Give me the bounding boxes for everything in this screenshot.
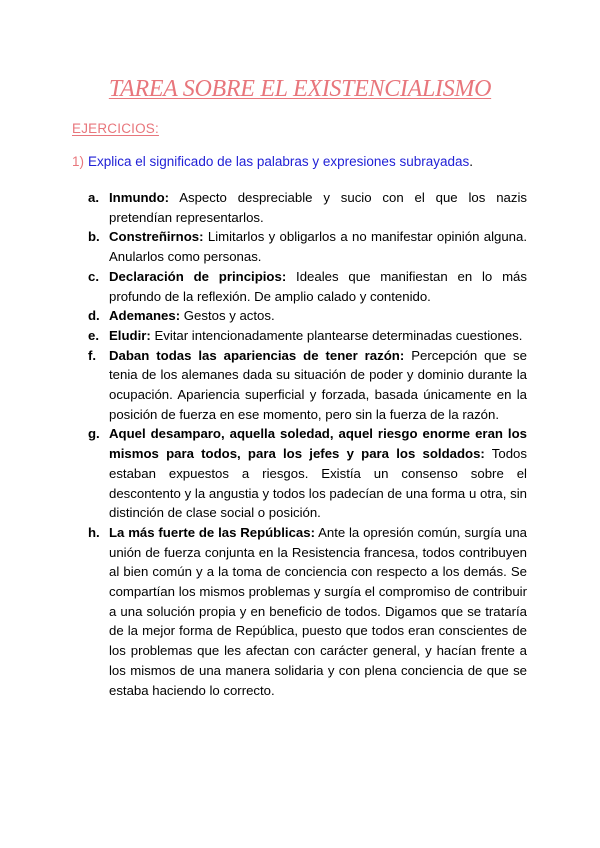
item-definition: Ante la opresión común, surgía una unión de fuerza conjunta en la Resistencia francesa, todos contribuyen al bien común y a la toma de conciencia con respecto a los demás. Se compartían los mismos problemas y surgía el compromiso de contribuir a una solución propia y en beneficio de todos. Digamos que se trataría de la mejor forma de República, puesto que todos eran conscientes de los problemas que les afectan con carácter general, y hacían frente a los mismos de una manera solidaria y con plena conciencia de que se estaba haciendo lo correcto. — [109, 524, 528, 698]
item-letter: a. — [88, 190, 99, 205]
definitions-list — [88, 188, 527, 700]
item-term: Aquel desamparo, aquella soledad, aquel riesgo enorme eran los mismos para todos, para los jefes y para los soldados: — [109, 426, 527, 462]
document-title: TAREA SOBRE EL EXISTENCIALISMO — [108, 76, 492, 102]
item-definition: Percepción que se tenia de los alemanes dada su situación de poder y dominio durante la ocupación. Apariencia superficial y forzada, basada únicamente en la posición de fuerza en ese momento, pero sin la fuerza de la razón. — [109, 347, 527, 422]
item-definition: Limitarlos y obligarlos a no manifestar opinión alguna. Anularlos como personas. — [109, 229, 527, 265]
item-letter: b. — [88, 229, 100, 245]
item-definition: Todos estaban expuestos a riesgos. Existía un consenso sobre el descontento y la angustia y todos los padecían de una forma u otra, sin distinción de clase social o posición. — [109, 446, 527, 521]
section-heading: EJERCICIOS: — [72, 121, 159, 136]
question-period: . — [469, 154, 473, 169]
item-term: Declaración de principios: — [109, 268, 287, 284]
item-definition: Gestos y actos. — [183, 308, 275, 324]
item-letter: d. — [88, 308, 100, 324]
item-definition: Evitar intencionadamente plantearse determinadas cuestiones. — [154, 327, 523, 343]
item-definition: Ideales que manifiestan en lo más profundo de la reflexión. De amplio calado y contenido. — [109, 268, 527, 304]
item-letter: g. — [88, 426, 100, 442]
item-term: Ademanes: — [109, 308, 181, 324]
question-text: Explica el significado de las palabras y expresiones subrayadas — [88, 154, 470, 169]
item-term: Constreñirnos: — [109, 229, 204, 245]
item-term: Eludir: — [109, 327, 151, 343]
item-letter: h. — [88, 524, 100, 540]
list-item — [88, 424, 527, 523]
list-item — [88, 188, 527, 227]
item-letter: e. — [88, 327, 99, 343]
list-item — [88, 346, 527, 425]
item-definition: Aspecto despreciable y sucio con el que los nazis pretendían representarlos. — [109, 190, 527, 225]
list-item — [88, 227, 527, 266]
item-letter: c. — [88, 268, 99, 284]
list-item — [88, 267, 527, 306]
list-item — [88, 326, 527, 346]
item-term: Inmundo: — [109, 190, 170, 205]
question-line — [72, 154, 473, 169]
item-letter: f. — [88, 347, 97, 363]
item-term: Daban todas las apariencias de tener razón: — [109, 347, 405, 363]
item-term: La más fuerte de las Repúblicas: — [109, 524, 315, 540]
list-item — [88, 523, 527, 700]
list-item — [88, 306, 527, 326]
question-number: 1) — [72, 154, 85, 169]
